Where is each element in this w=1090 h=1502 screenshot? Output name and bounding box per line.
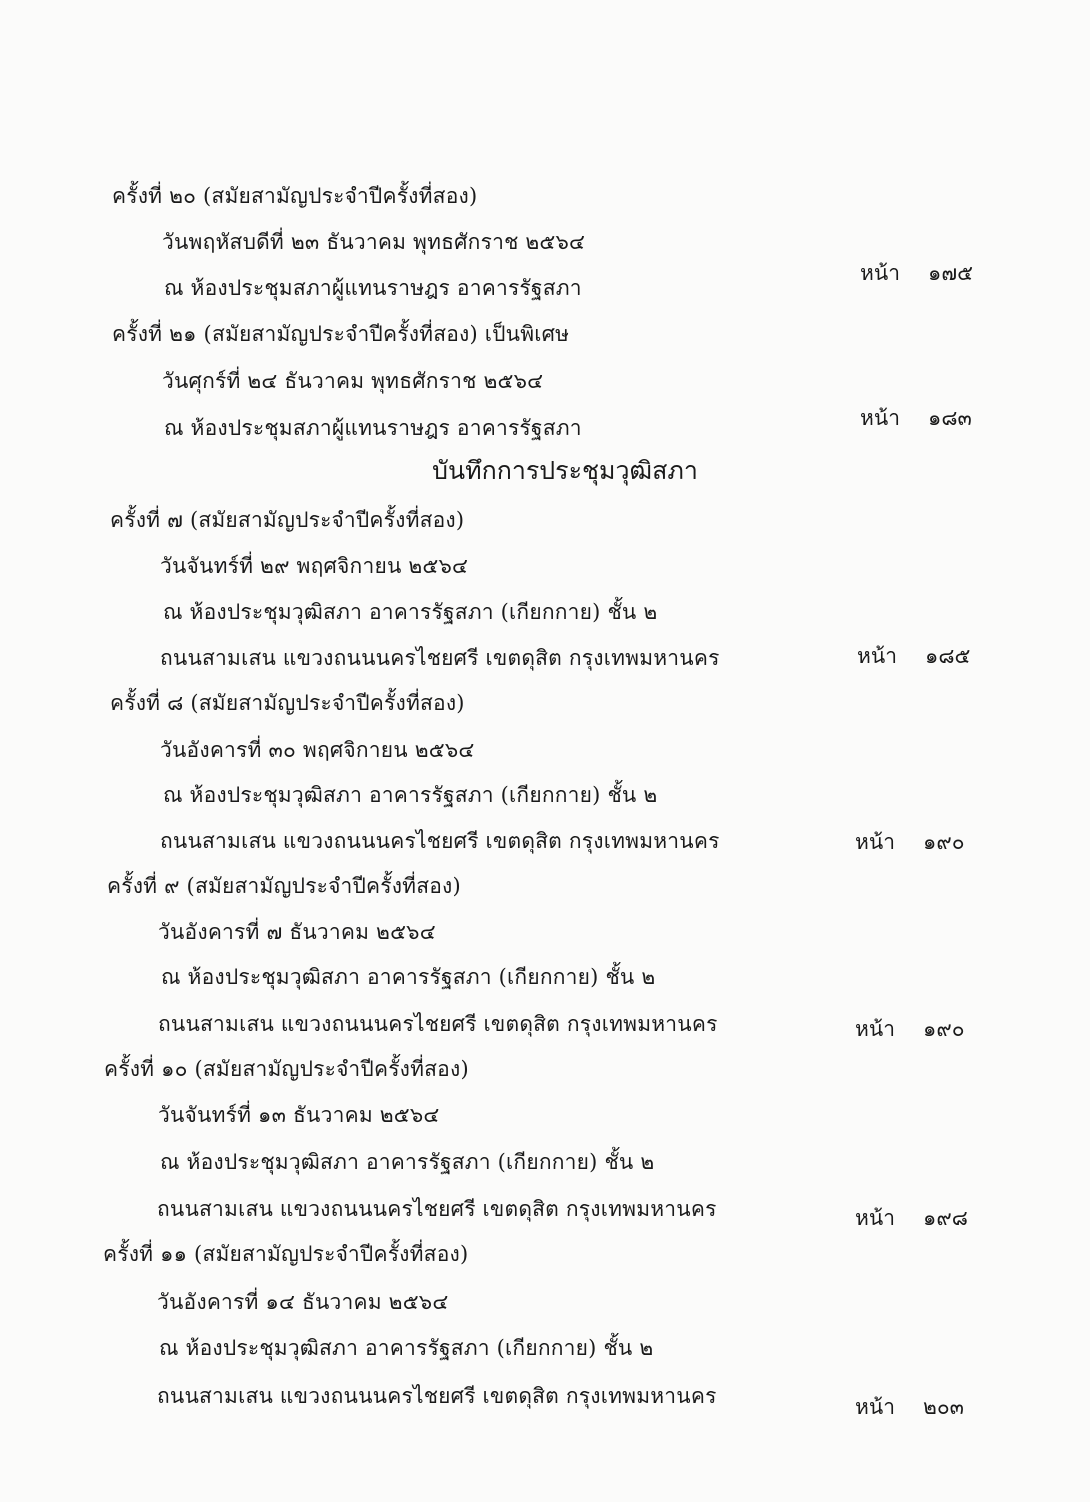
page-number: ๑๗๕ [928,261,974,285]
page-label: หน้า [860,406,900,430]
page-label: หน้า [855,1017,895,1041]
entry-venue: ณ ห้องประชุมวุฒิสภา อาคารรัฐสภา (เกียกกาย) ชั้น ๒ [163,600,658,624]
entry-session: ครั้งที่ ๒๑ (สมัยสามัญประจำปีครั้งที่สอง) เป็นพิเศษ [112,322,570,346]
page-label: หน้า [857,644,897,668]
page-number: ๑๙๐ [923,1017,965,1041]
page-number: ๑๘๕ [925,644,971,668]
page-label: หน้า [855,830,895,854]
entry-address: ถนนสามเสน แขวงถนนนครไชยศรี เขตดุสิต กรุงเทพมหานคร [157,1384,717,1408]
page-number: ๑๙๐ [923,830,965,854]
entry-venue: ณ ห้องประชุมวุฒิสภา อาคารรัฐสภา (เกียกกาย) ชั้น ๒ [159,1336,654,1360]
entry-date: วันพฤหัสบดีที่ ๒๓ ธันวาคม พุทธศักราช ๒๕๖๔ [162,230,586,254]
page-label: หน้า [860,261,900,285]
page-reference [860,258,973,288]
entry-session: ครั้งที่ ๘ (สมัยสามัญประจำปีครั้งที่สอง) [110,691,465,715]
page-number: ๒๐๓ [923,1395,965,1419]
entry-address: ถนนสามเสน แขวงถนนนครไชยศรี เขตดุสิต กรุงเทพมหานคร [157,1197,717,1221]
entry-date: วันอังคารที่ ๗ ธันวาคม ๒๕๖๔ [158,920,436,944]
page-number: ๑๘๓ [928,406,972,430]
entry-date: วันจันทร์ที่ ๑๓ ธันวาคม ๒๕๖๔ [158,1103,440,1127]
page-label: หน้า [855,1395,895,1419]
page-reference [860,403,972,433]
entry-venue: ณ ห้องประชุมวุฒิสภา อาคารรัฐสภา (เกียกกาย) ชั้น ๒ [163,783,658,807]
entry-date: วันศุกร์ที่ ๒๔ ธันวาคม พุทธศักราช ๒๕๖๔ [162,369,544,393]
entry-session: ครั้งที่ ๑๑ (สมัยสามัญประจำปีครั้งที่สอง) [103,1242,469,1266]
page-reference [855,1392,964,1422]
page-label: หน้า [855,1206,895,1230]
entry-session: ครั้งที่ ๑๐ (สมัยสามัญประจำปีครั้งที่สอง) [104,1057,469,1081]
section-heading: บันทึกการประชุมวุฒิสภา [432,456,698,485]
entry-session: ครั้งที่ ๗ (สมัยสามัญประจำปีครั้งที่สอง) [110,508,465,532]
entry-date: วันอังคารที่ ๓๐ พฤศจิกายน ๒๕๖๔ [160,738,475,762]
page-number: ๑๙๘ [923,1206,968,1230]
entry-date: วันจันทร์ที่ ๒๙ พฤศจิกายน ๒๕๖๔ [160,554,469,578]
page-reference [857,641,970,671]
page-reference [855,827,965,857]
page-reference [855,1203,968,1233]
entry-venue: ณ ห้องประชุมวุฒิสภา อาคารรัฐสภา (เกียกกาย) ชั้น ๒ [160,1150,655,1174]
entry-venue: ณ ห้องประชุมวุฒิสภา อาคารรัฐสภา (เกียกกาย) ชั้น ๒ [161,965,656,989]
entry-address: ถนนสามเสน แขวงถนนนครไชยศรี เขตดุสิต กรุงเทพมหานคร [160,646,720,670]
page-reference [855,1014,965,1044]
entry-session: ครั้งที่ ๙ (สมัยสามัญประจำปีครั้งที่สอง) [107,874,461,898]
entry-address: ถนนสามเสน แขวงถนนนครไชยศรี เขตดุสิต กรุงเทพมหานคร [160,829,720,853]
entry-address: ถนนสามเสน แขวงถนนนครไชยศรี เขตดุสิต กรุงเทพมหานคร [158,1012,718,1036]
entry-date: วันอังคารที่ ๑๔ ธันวาคม ๒๕๖๔ [157,1290,449,1314]
entry-venue: ณ ห้องประชุมสภาผู้แทนราษฎร อาคารรัฐสภา [164,416,582,440]
entry-session: ครั้งที่ ๒๐ (สมัยสามัญประจำปีครั้งที่สอง) [112,184,478,208]
entry-venue: ณ ห้องประชุมสภาผู้แทนราษฎร อาคารรัฐสภา [164,276,582,300]
